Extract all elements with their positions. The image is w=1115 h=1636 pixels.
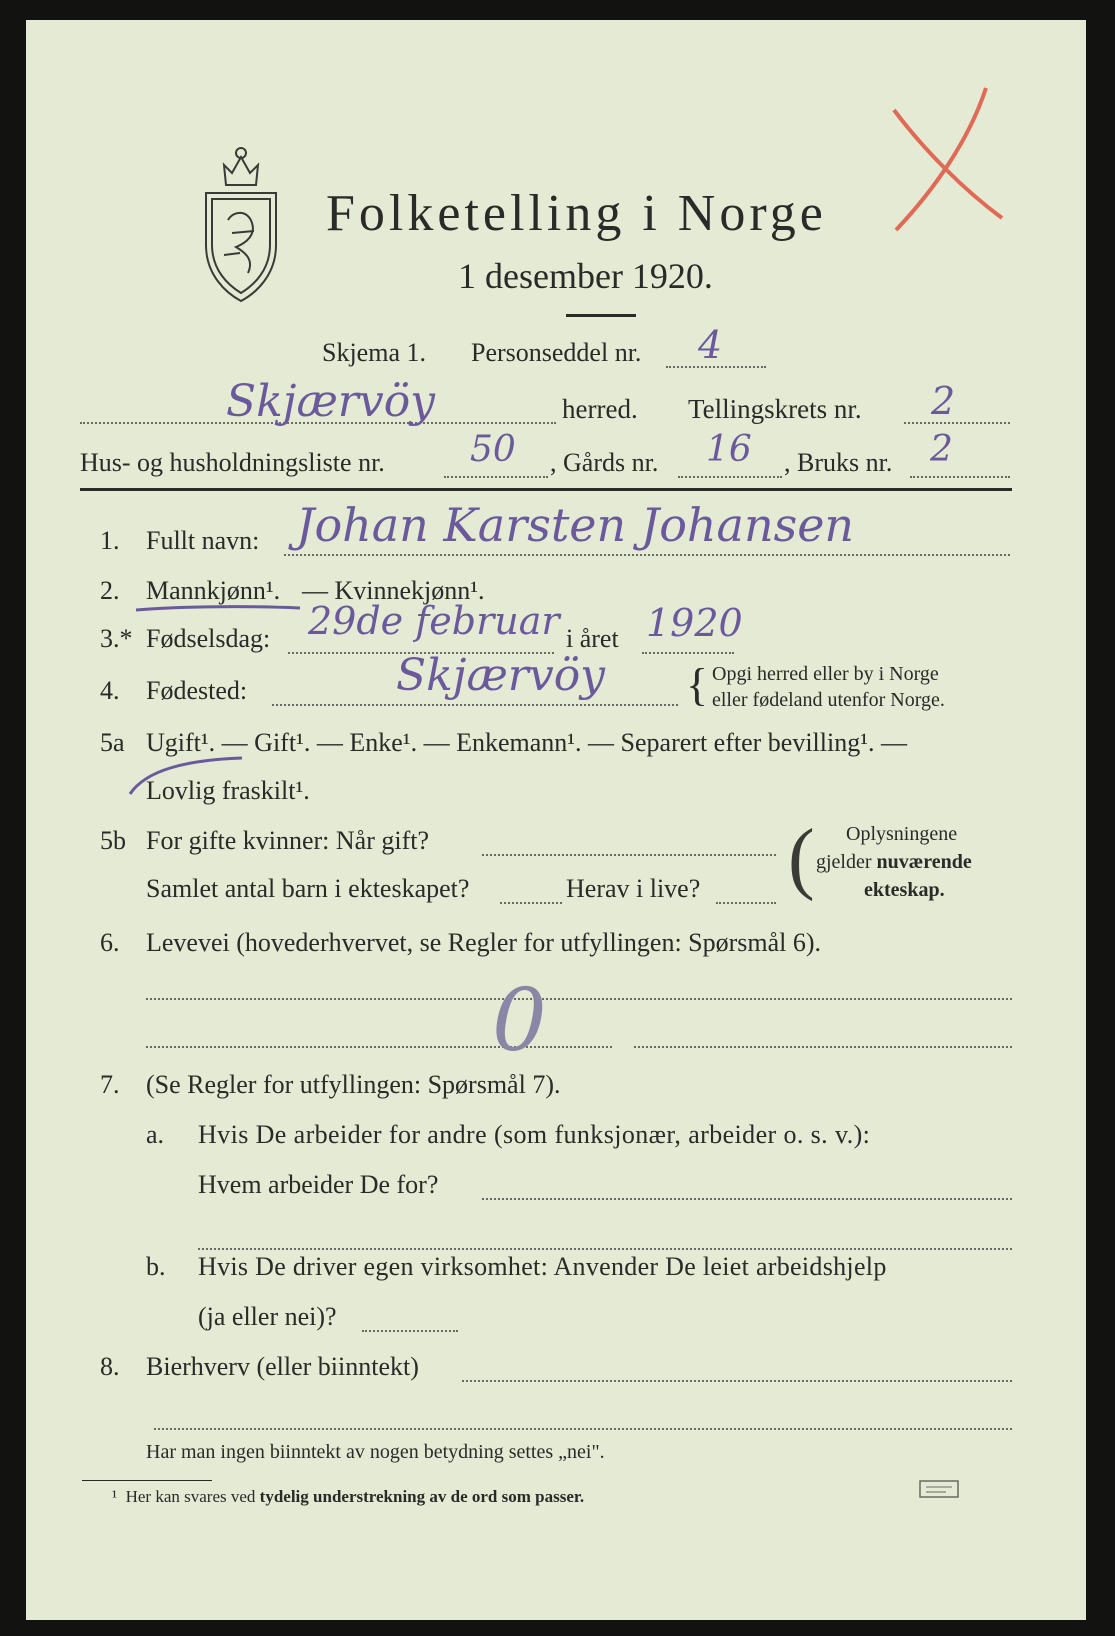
census-date: 1 desember 1920.: [458, 256, 713, 296]
q7a-line-1: [482, 1198, 1012, 1200]
q5b-note-3: ekteskap.: [864, 879, 945, 901]
q3-number: 3.*: [100, 624, 133, 653]
q5b-alive-label: Herav i live?: [566, 874, 701, 903]
q5b-children-label: Samlet antal barn i ekteskapet?: [146, 874, 470, 903]
personseddel-value: 4: [698, 323, 723, 367]
cross-mark-icon: [874, 80, 1014, 240]
q3-year-value: 1920: [646, 601, 743, 645]
q6-line-3: [634, 1046, 1012, 1048]
gards-value: 16: [706, 429, 752, 470]
q8-line-2: [154, 1428, 1012, 1430]
footnote-divider: [82, 1480, 212, 1481]
q4-note-1: Opgi herred eller by i Norge: [712, 663, 939, 685]
coat-of-arms-icon: [196, 135, 286, 305]
q8-label: Bierhverv (eller biinntekt): [146, 1352, 419, 1381]
tellingskrets-label: Tellingskrets nr.: [688, 394, 862, 424]
q7-label: (Se Regler for utfyllingen: Spørsmål 7).: [146, 1070, 561, 1099]
q5b-alive-line: [716, 902, 776, 904]
q1-line: [284, 554, 1010, 556]
printer-stamp-icon: [918, 1478, 962, 1502]
q4-label: Fødested:: [146, 676, 248, 705]
tellingskrets-line: [904, 422, 1010, 424]
q6-number: 6.: [100, 928, 120, 957]
q3-value: 29de februar: [308, 599, 560, 643]
q6-value: 0: [492, 971, 547, 1071]
q8-number: 8.: [100, 1352, 120, 1381]
bruks-line: [910, 476, 1010, 478]
q5b-number: 5b: [100, 826, 126, 855]
q7b-text: Hvis De driver egen virksomhet: Anvender De leiet arbeidshjelp: [198, 1252, 887, 1281]
q3-label: Fødselsdag:: [146, 624, 271, 653]
q1-value: Johan Karsten Johansen: [296, 498, 855, 552]
q5a-line-2: Lovlig fraskilt¹.: [146, 776, 310, 805]
q5b-note-2: gjelder nuværende: [816, 851, 972, 873]
q7a-question: Hvem arbeider De for?: [198, 1170, 439, 1199]
q4-number: 4.: [100, 676, 120, 705]
hus-label: Hus- og husholdningsliste nr.: [80, 448, 385, 477]
q7a-text: Hvis De arbeider for andre (som funksjonær, arbeider o. s. v.):: [198, 1120, 871, 1149]
q4-line: [272, 704, 678, 706]
bruks-label: , Bruks nr.: [784, 448, 893, 477]
q3-year-label: i året: [566, 624, 619, 653]
q5b-when-line: [482, 854, 776, 856]
q5b-when-married: For gifte kvinner: Når gift?: [146, 826, 430, 855]
q2-number: 2.: [100, 576, 120, 605]
q5a-line-1: Ugift¹. — Gift¹. — Enke¹. — Enkemann¹. — Separert efter bevilling¹. —: [146, 728, 908, 757]
hus-line: [444, 476, 548, 478]
q5b-children-line: [500, 902, 562, 904]
q7-number: 7.: [100, 1070, 120, 1099]
bruks-value: 2: [930, 429, 953, 470]
gards-label: , Gårds nr.: [550, 448, 659, 477]
skjema-label: Skjema 1.: [322, 338, 426, 367]
footer-note: Har man ingen biinntekt av nogen betydning settes „nei".: [146, 1441, 605, 1463]
q6-label: Levevei (hovederhvervet, se Regler for utfyllingen: Spørsmål 6).: [146, 928, 822, 957]
q7b-number: b.: [146, 1252, 166, 1281]
q1-number: 1.: [100, 526, 120, 555]
herred-value: Skjærvöy: [226, 376, 436, 427]
q5b-brace: (: [788, 814, 815, 902]
q7b-line: [362, 1330, 458, 1332]
q8-line-1: [462, 1380, 1012, 1382]
gards-line: [678, 476, 782, 478]
q1-label: Fullt navn:: [146, 526, 260, 555]
q4-value: Skjærvöy: [396, 650, 606, 701]
footnote: ¹ Her kan svares ved tydelig understrekning av de ord som passer.: [112, 1487, 585, 1506]
q6-line-1: [146, 998, 1012, 1000]
q2-kvinnekjonn: — Kvinnekjønn¹.: [302, 576, 485, 605]
q2-mannkjonn: Mannkjønn¹.: [146, 576, 281, 605]
form-title: Folketelling i Norge: [326, 185, 827, 242]
title-divider: [566, 314, 636, 317]
q5b-note-1: Oplysningene: [846, 823, 958, 845]
q3-year-line: [642, 652, 734, 654]
mannkjonn-underline: [134, 602, 304, 614]
tellingskrets-value: 2: [931, 379, 956, 423]
hus-value: 50: [470, 429, 516, 470]
q7a-number: a.: [146, 1120, 165, 1149]
q4-note-2: eller fødeland utenfor Norge.: [712, 689, 945, 711]
q7b-question: (ja eller nei)?: [198, 1302, 337, 1331]
census-form-page: [26, 20, 1086, 1620]
header-divider: [80, 488, 1012, 491]
q5a-number: 5a: [100, 728, 125, 757]
q7a-line-2: [198, 1248, 1012, 1250]
q4-brace: {: [686, 659, 709, 710]
herred-label: herred.: [562, 394, 638, 424]
personseddel-label: Personseddel nr.: [471, 338, 642, 367]
